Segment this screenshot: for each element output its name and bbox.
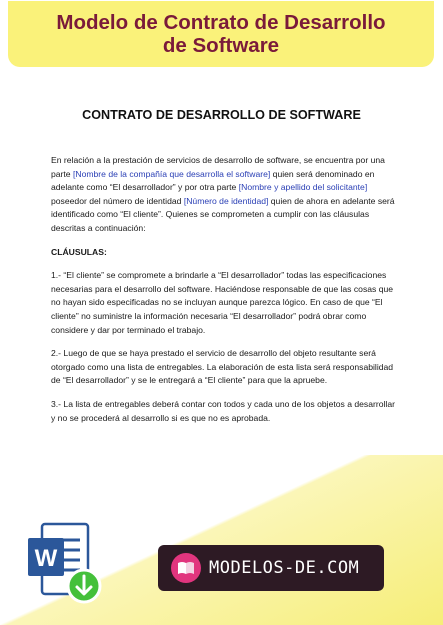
intro-text: quien será denominado en adelante como “El desarrollador” y por otra parte (51, 168, 375, 193)
page-header (8, 1, 434, 67)
intro-text: En relación a la prestación de servicios de desarrollo de software, se encuentra por una parte (51, 155, 385, 179)
id-number-placeholder: [Número de identidad] (183, 195, 269, 206)
book-icon (171, 553, 201, 583)
page-title: Modelo de Contrato de Desarrollo de Software (56, 11, 386, 57)
brand-banner[interactable] (158, 545, 384, 591)
clause-1: 1.- “El cliente” se compromete a brindarle a “El desarrollador” todas las especificaciones necesarias para el desarrollo del software. Haciéndose responsable de que las cosas que no hayan sido especificadas no se incluyan aunque parezca lógico. En caso de que “El cliente” no suministre la información necesaria “El desarrollador” podrá obrar como considere y dar por terminado el trabajo. (51, 270, 394, 335)
clauses-heading: CLÁUSULAS: (51, 246, 107, 257)
intro-paragraph (51, 154, 397, 236)
company-name-placeholder: [Nombre de la compañía que desarrolla el software] (72, 168, 271, 179)
brand-text: MODELOS-DE.COM (209, 558, 360, 578)
document-title: CONTRATO DE DESARROLLO DE SOFTWARE (82, 108, 361, 122)
word-download-icon[interactable] (24, 520, 102, 606)
clause-3: 3.- La lista de entregables deberá contar con todos y cada uno de los objetos a desarrollar y no se procederá al desarrollo si es que no es aprobada. (51, 398, 395, 423)
intro-text: poseedor del número de identidad (51, 195, 184, 206)
document-body (51, 154, 397, 435)
applicant-name-placeholder: [Nombre y apellido del solicitante] (238, 182, 368, 193)
clause-2: 2.- Luego de que se haya prestado el servicio de desarrollo del objeto resultante será otorgado como una lista de entregables. La elaboración de esta lista será responsabilidad de “El desarrollador” y se le entregará a “El cliente” para que la apruebe. (51, 348, 394, 386)
word-icon-letter: W (34, 545, 58, 572)
intro-text: quien de ahora en adelante será identificado como “El cliente”. Quienes se comprometen a cumplir con las cláusulas descritas a continuación: (51, 195, 395, 233)
